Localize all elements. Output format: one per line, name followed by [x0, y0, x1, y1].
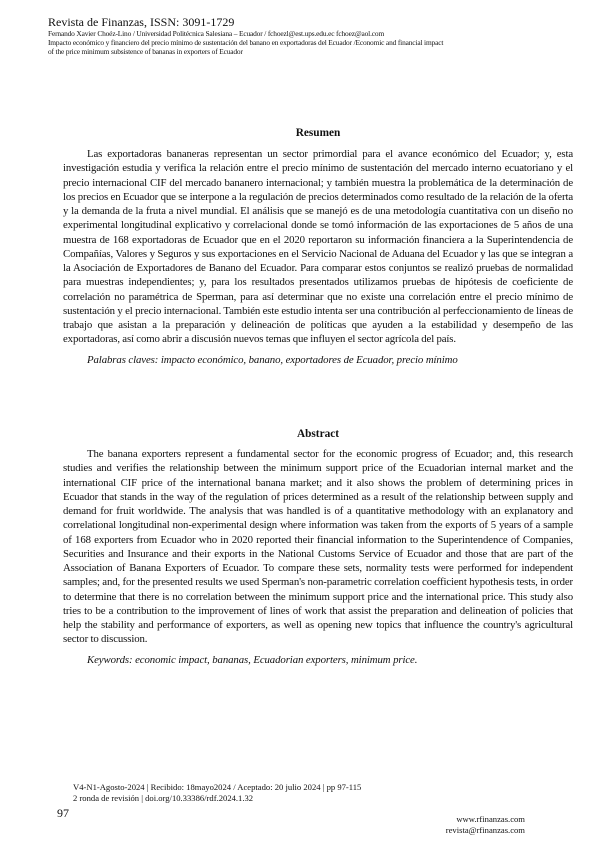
article-title-line-1: Impacto económico y financiero del precio mínimo de sustentación del banano en exportadoras del Ecuador /Economic and financial impact	[48, 38, 444, 47]
publication-info	[73, 782, 361, 803]
palabras-claves: Palabras claves: impacto económico, banano, exportadores de Ecuador, precio mínimo	[87, 353, 458, 366]
email-link[interactable]: revista@rfinanzas.com	[445, 824, 525, 835]
resumen-paragraph: Las exportadoras bananeras representan un sector primordial para el avance económico del Ecuador; y, esta investigación estudia y verifica la relación entre el precio mínimo de sustentación del mercado interno ecuatoriano y el precio internacional CIF del mercado bananero internacional; y también muestra la problemática de la determinación de los precios en Ecuador que se interpone a la regulación de precios determinados como resultado de la relación de la oferta y la demanda de la fruta a nivel mundial. El análisis que se manejó es de una metodología cuantitativa con un diseño no experimental longitudinal explicativo y correlacional donde se tomó información de las exportaciones de 5 años de una muestra de 168 exportadoras de Ecuador que en el 2020 reportaron su información financiera a la Superintendencia de Compañías, Valores y Seguros y sus exportaciones en el Servicio Nacional de Aduana del Ecuador y las que se integran a la Asociación de Exportadores de Banano del Ecuador. Para comparar estos conjuntos se realizó pruebas de normalidad para muestras independientes; y, para los resultados presentados utilizamos pruebas de hipótesis de coeficiente de correlación no paramétrica de Sperman, para así determinar que no existe una correlación entre el precio mínimo de sustentación y el precio internacional. También este estudio intenta ser una contribución al perfeccionamiento de líneas de trabajo que asistan a la preparación y delineación de políticas que ayuden a la estabilidad y desempeño de las exportadoras, así como abrir a discusión nuevos temas que influyen el sector agrícola del país.	[63, 148, 573, 346]
article-title-line-2: of the price minimum subsistence of bananas in exporters of Ecuador	[48, 47, 243, 56]
journal-title: Revista de Finanzas, ISSN: 3091-1729	[48, 15, 235, 29]
resumen-heading: Resumen	[295, 127, 341, 139]
author-line: Fernando Xavier Choéz-Lino / Universidad Politécnica Salesiana – Ecuador / fchoezl@est.ups.edu.ec fchoez@aol.com	[48, 29, 385, 38]
keywords: Keywords: economic impact, bananas, Ecuadorian exporters, minimum price.	[87, 653, 418, 666]
abstract-section	[63, 428, 573, 667]
publication-info-line-1: V4-N1-Agosto-2024 | Recibido: 18mayo2024 / Aceptado: 20 julio 2024 | pp 97-115	[73, 782, 362, 792]
resumen-section	[63, 127, 573, 367]
running-header	[48, 15, 558, 56]
abstract-heading: Abstract	[296, 428, 340, 440]
website-link[interactable]: www.rfinanzas.com	[456, 814, 525, 824]
page-number: 97	[57, 806, 69, 820]
abstract-paragraph: The banana exporters represent a fundamental sector for the economic progress of Ecuador; and, this research studies and verifies the relationship between the minimum support price of the Ecuadorian internal market and the international CIF price of the international banana market; and it also shows the problem of determining prices in Ecuador that stands in the way of the regulation of prices determined as a result of the relationship between supply and demand for fruit worldwide. The analysis that was handled is of a quantitative methodology with an explanatory and correlational longitudinal non-experimental design where information was taken from the exports of 5 years of a sample of 168 exporters from Ecuador who in 2020 reported their financial information to the Superintendence of Companies, Securities and Insurance and their exports in the National Customs Service of Ecuador and those that are part of the Association of Banana Exporters of Ecuador. To compare these sets, normality tests were performed for independent samples; and, for the presented results we used Sperman's non-parametric correlation coefficient hypothesis tests, in order to determine that there is no correlation between the minimum support price and the international price. This study also tries to be a contribution to the improvement of lines of work that assist the preparation and delineation of policies that help the stability and performance of exporters, as well as opening new topics that influence the country's agricultural sector to discussion.	[63, 448, 573, 646]
footer-links	[446, 814, 525, 835]
publication-info-line-2: 2 ronda de revisión | doi.org/10.33386/rdf.2024.1.32	[73, 792, 254, 803]
